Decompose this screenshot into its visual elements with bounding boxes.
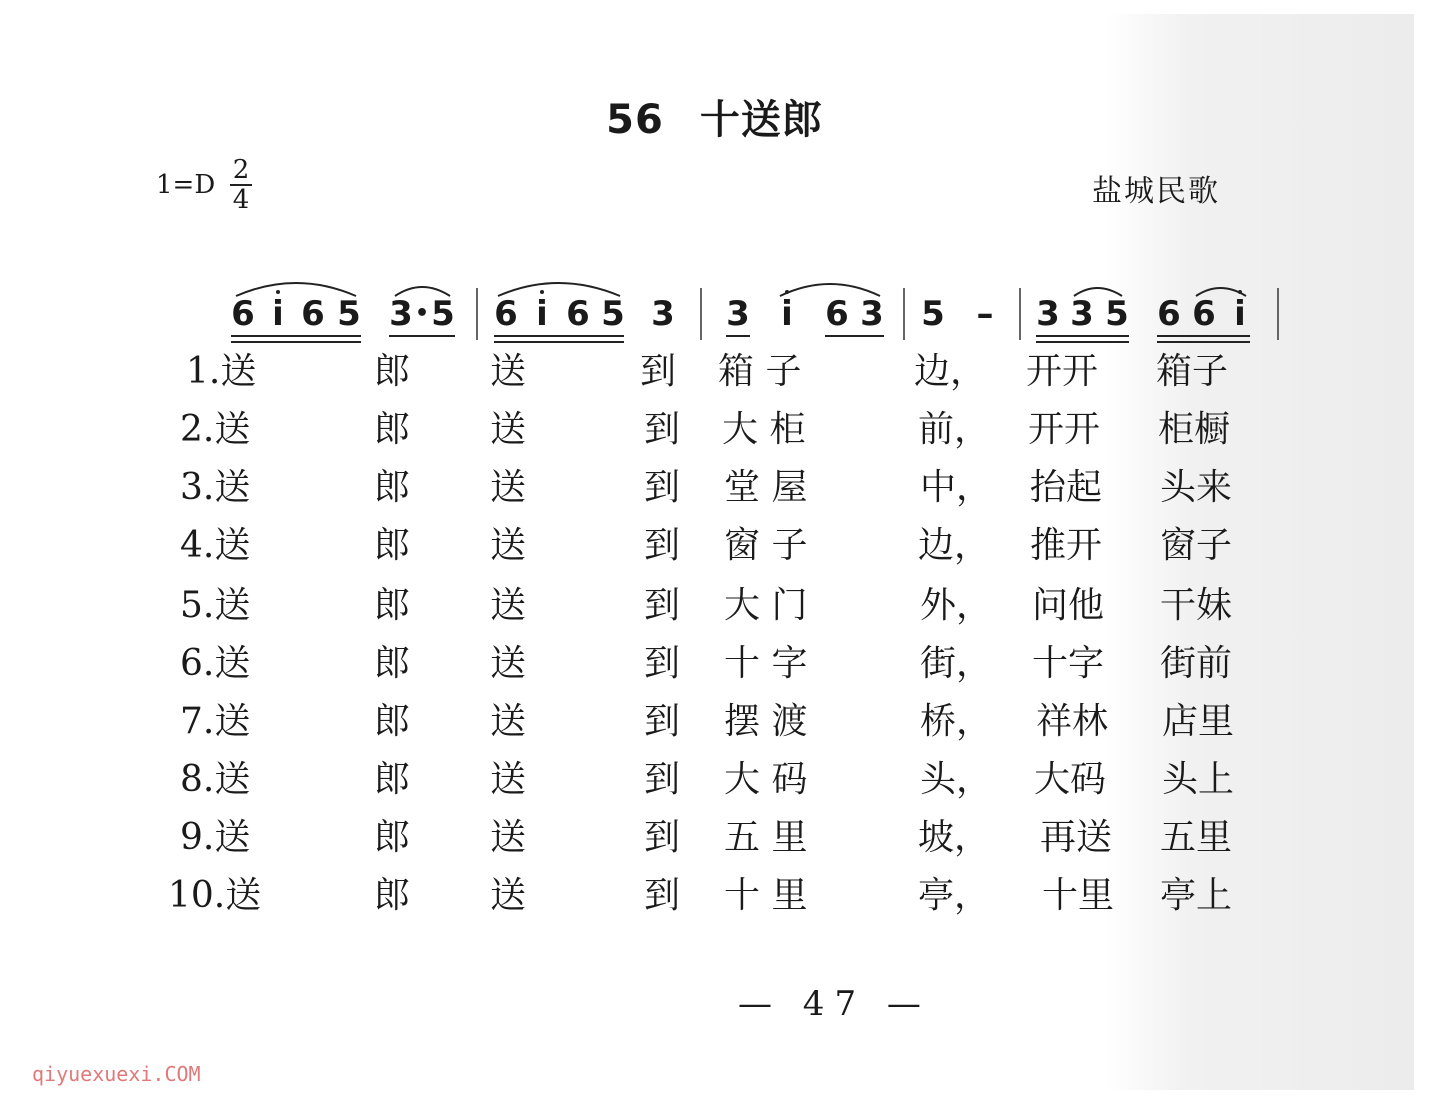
lyric: 郎 xyxy=(374,875,411,916)
lyric: 摆 渡 xyxy=(724,701,808,742)
lyric: 到 xyxy=(644,409,681,450)
lyric: 开开 xyxy=(1028,409,1101,450)
lyric: 边， xyxy=(918,525,991,566)
note: 3 xyxy=(1070,294,1094,334)
note: i xyxy=(272,294,284,334)
lyric: 坡， xyxy=(918,817,991,858)
note: 3 xyxy=(860,294,884,334)
lyric: 到 xyxy=(644,701,681,742)
lyric: 边， xyxy=(914,351,987,392)
lyric: 头， xyxy=(920,759,993,800)
lyric: 到 xyxy=(644,585,681,626)
note: 5 xyxy=(1105,294,1129,334)
lyric: 五 里 xyxy=(724,817,808,858)
lyric: 送 xyxy=(490,701,527,742)
lyric: 郎 xyxy=(374,585,411,626)
lyric: 祥林 xyxy=(1036,701,1109,742)
page-number: — 47 — xyxy=(738,984,931,1024)
lyric: 柜橱 xyxy=(1158,409,1231,450)
lyric: 五里 xyxy=(1160,817,1233,858)
lyric: 送 xyxy=(490,817,527,858)
lyric: 头来 xyxy=(1160,467,1233,508)
note: i xyxy=(536,294,548,334)
lyric: 箱子 xyxy=(1156,351,1229,392)
lyric: 头上 xyxy=(1162,759,1235,800)
song-name: 十送郎 xyxy=(699,97,823,143)
lyric: 大 门 xyxy=(724,585,808,626)
lyric-verse-start: 6.送 xyxy=(180,643,251,684)
lyric: 送 xyxy=(490,525,527,566)
lyric: 送 xyxy=(490,467,527,508)
lyric-verse-start: 4.送 xyxy=(180,525,251,566)
lyric-verse-start: 9.送 xyxy=(180,817,251,858)
lyric-verse-start: 1.送 xyxy=(186,351,257,392)
lyric: 送 xyxy=(490,409,527,450)
dot: • xyxy=(414,301,430,326)
note: 6 xyxy=(494,294,518,334)
note: 6 xyxy=(1157,294,1181,334)
lyric: 再送 xyxy=(1040,817,1113,858)
lyric: 郎 xyxy=(374,759,411,800)
lyric: 郎 xyxy=(374,643,411,684)
lyric: 推开 xyxy=(1030,525,1103,566)
note: 3 xyxy=(651,294,675,334)
lyric: 抬起 xyxy=(1030,467,1103,508)
song-number: 56 xyxy=(606,97,664,143)
lyric: 郎 xyxy=(374,351,411,392)
note: 6 xyxy=(301,294,325,334)
lyric: 送 xyxy=(490,643,527,684)
lyric: 大 柜 xyxy=(722,409,806,450)
key-signature: 1=D xyxy=(156,170,216,200)
lyric: 郎 xyxy=(374,409,411,450)
lyric-verse-start: 2.送 xyxy=(180,409,251,450)
lyric: 十 里 xyxy=(724,875,808,916)
lyric: 店里 xyxy=(1162,701,1235,742)
lyric: 到 xyxy=(644,643,681,684)
lyric-verse-start: 3.送 xyxy=(180,467,251,508)
lyric: 窗子 xyxy=(1160,525,1233,566)
lyric-verse-start: 10.送 xyxy=(168,875,262,916)
lyric-verse-start: 7.送 xyxy=(180,701,251,742)
lyric: 郎 xyxy=(374,525,411,566)
lyric: 郎 xyxy=(374,701,411,742)
lyric: 街前 xyxy=(1160,643,1233,684)
lyric: 窗 子 xyxy=(724,525,808,566)
meter-numerator: 2 xyxy=(232,155,250,185)
lyric: 前， xyxy=(918,409,991,450)
lyric: 到 xyxy=(640,351,677,392)
lyric: 大 码 xyxy=(724,759,808,800)
lyric-verse-start: 5.送 xyxy=(180,585,251,626)
lyric: 送 xyxy=(490,875,527,916)
note: 6 xyxy=(231,294,255,334)
note: 5 xyxy=(431,294,455,334)
lyric: 郎 xyxy=(374,817,411,858)
lyric: 开开 xyxy=(1026,351,1099,392)
jianpu-notation xyxy=(0,0,1429,360)
note: 3 xyxy=(389,294,413,334)
lyric: 到 xyxy=(644,467,681,508)
note: 6 xyxy=(566,294,590,334)
lyric: 外， xyxy=(920,585,993,626)
lyric: 到 xyxy=(644,759,681,800)
note: i xyxy=(781,294,793,334)
lyric: 街， xyxy=(920,643,993,684)
lyric-verse-start: 8.送 xyxy=(180,759,251,800)
lyric: 亭上 xyxy=(1160,875,1233,916)
lyric: 干妹 xyxy=(1160,585,1233,626)
lyric: 十字 xyxy=(1032,643,1105,684)
lyric: 郎 xyxy=(374,467,411,508)
lyric: 堂 屋 xyxy=(724,467,808,508)
lyric: 送 xyxy=(490,759,527,800)
note: 5 xyxy=(337,294,361,334)
lyric: 送 xyxy=(490,585,527,626)
lyric: 十里 xyxy=(1042,875,1115,916)
lyric: 箱 子 xyxy=(718,351,802,392)
lyric: 到 xyxy=(644,525,681,566)
lyric: 送 xyxy=(490,351,527,392)
lyric: 桥， xyxy=(920,701,993,742)
dash: – xyxy=(976,294,994,334)
lyric: 到 xyxy=(644,817,681,858)
note: 5 xyxy=(601,294,625,334)
note: 3 xyxy=(1036,294,1060,334)
lyric: 亭， xyxy=(918,875,991,916)
song-source: 盐城民歌 xyxy=(1092,174,1220,209)
note: 5 xyxy=(921,294,945,334)
note: 6 xyxy=(1192,294,1216,334)
lyric: 问他 xyxy=(1032,585,1105,626)
lyric: 大码 xyxy=(1034,759,1107,800)
lyric: 到 xyxy=(644,875,681,916)
lyric: 中， xyxy=(920,467,993,508)
site-watermark: qiyuexuexi.COM xyxy=(32,1062,201,1086)
note: i xyxy=(1234,294,1246,334)
note: 6 xyxy=(825,294,849,334)
note: 3 xyxy=(726,294,750,334)
meter-denominator: 4 xyxy=(232,185,250,215)
slurs xyxy=(0,0,1429,360)
lyric: 十 字 xyxy=(724,643,808,684)
